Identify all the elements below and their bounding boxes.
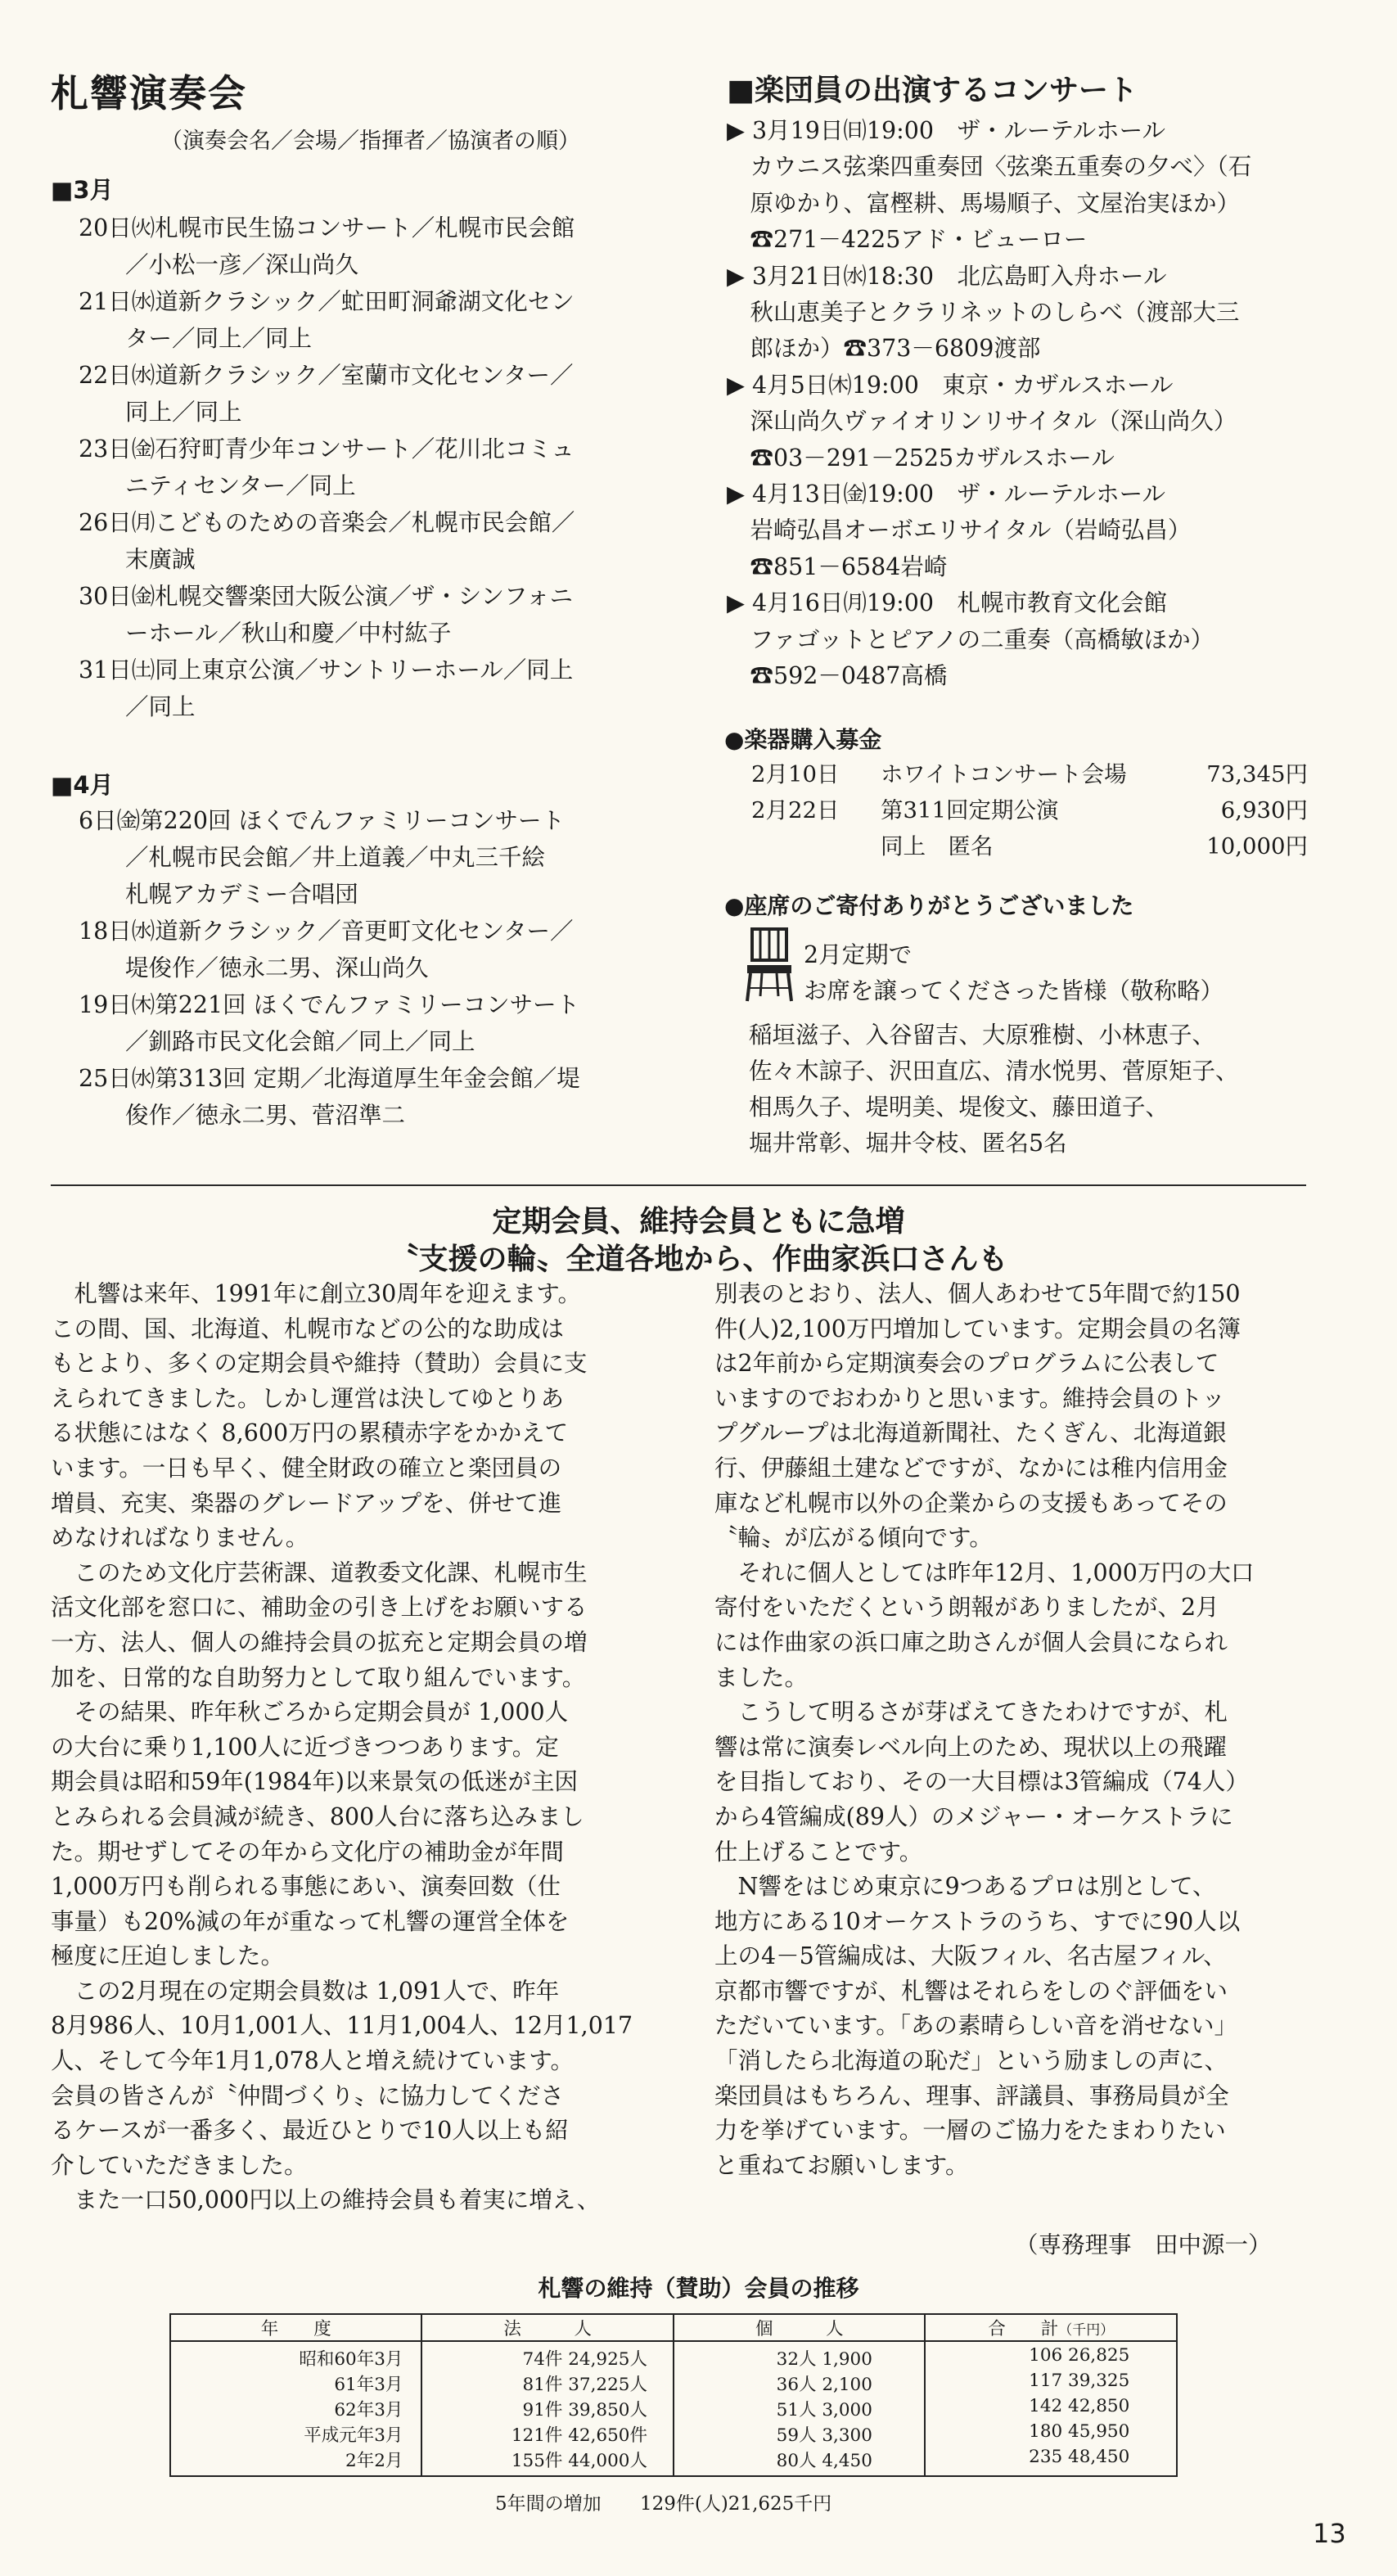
table-row	[170, 2421, 1177, 2447]
article-line: の大台に乗り1,100人に近づきつつあります。定	[51, 1733, 559, 1761]
article-line: を目指しており、その一大目標は3管編成（74人）	[714, 1768, 1249, 1796]
concert-line: ▶ 3月21日㈬18:30 北広島町入舟ホール	[727, 262, 1167, 290]
concert-line: ▶ 4月5日㈭19:00 東京・カザルスホール	[727, 371, 1174, 399]
total-amount: 26,825	[1068, 2345, 1130, 2366]
total-count: 235	[1029, 2447, 1063, 2467]
cell-corporate	[421, 2371, 674, 2396]
march-heading: ■3月	[51, 176, 114, 204]
page-subtitle: （演奏会名／会場／指揮者／協演者の順）	[160, 129, 580, 154]
corp-count: 121件	[511, 2425, 563, 2446]
section-divider	[51, 1184, 1306, 1186]
concert-line: ファゴットとピアノの二重奏（高橋敏ほか）	[727, 625, 1214, 653]
header-individual: 個 人	[674, 2314, 926, 2341]
concert-line: カウニス弦楽四重奏団〈弦楽五重奏の夕べ〉（石	[727, 153, 1252, 181]
article-line: 加を、日常的な自助努力として取り組んでいます。	[51, 1663, 586, 1691]
article-line: いますのでおわかりと思います。維持会員のトッ	[714, 1384, 1225, 1412]
article-line: こうして明るさが芽ばえてきたわけですが、札	[714, 1699, 1228, 1726]
article-line: は2年前から定期演奏会のプログラムに公表して	[714, 1350, 1219, 1378]
schedule-line: 俊作／徳永二男、菅沼準二	[79, 1102, 406, 1129]
page-number: 13	[1313, 2518, 1346, 2549]
article-line: 別表のとおり、法人、個人あわせて5年間で約150	[714, 1280, 1241, 1307]
article-line: と重ねてお願いします。	[714, 2151, 969, 2179]
header-total	[925, 2314, 1177, 2341]
donor-line: 堀井常彰、堀井令枝、匿名5名	[749, 1130, 1067, 1157]
april-schedule	[79, 802, 580, 1134]
article-line: えられてきました。しかし運営は決してゆとりあ	[51, 1384, 565, 1412]
article-signature: （専務理事 田中源一）	[1015, 2231, 1272, 2258]
total-amount: 39,325	[1068, 2371, 1130, 2391]
article-line: 仕上げることです。	[714, 1838, 923, 1865]
schedule-line: 25日㈬第313回 定期／北海道厚生年金会館／堤	[79, 1065, 580, 1092]
ind-amount: 1,900	[822, 2349, 872, 2370]
cell-corporate	[421, 2447, 674, 2476]
table-row	[170, 2341, 1177, 2371]
article-line: 会員の皆さんが〝仲間づくり〟に協力してくださ	[51, 2082, 565, 2109]
header-year: 年 度	[170, 2314, 421, 2341]
schedule-line: 26日㈪こどものための音楽会／札幌市民会館／	[79, 509, 575, 536]
corp-count: 91件	[522, 2400, 563, 2420]
ind-amount: 3,300	[822, 2425, 872, 2446]
ind-count: 80人	[776, 2451, 817, 2471]
total-amount: 45,950	[1068, 2421, 1130, 2442]
table-title: 札響の維持（賛助）会員の推移	[538, 2275, 859, 2302]
table-row	[170, 2371, 1177, 2396]
schedule-line: ター／同上／同上	[79, 325, 313, 352]
article-line: た。期せずしてその年から文化庁の補助金が年間	[51, 1838, 565, 1865]
article-line: 響は常に演奏レベル向上のため、現状以上の飛躍	[714, 1733, 1227, 1761]
corp-amount: 24,925人	[568, 2349, 647, 2370]
concert-line: ☎592－0487高橋	[727, 662, 948, 690]
total-value: 129件(人)21,625千円	[639, 2493, 832, 2515]
article-line: 件(人)2,100万円増加しています。定期会員の名簿	[714, 1315, 1242, 1342]
donor-names	[749, 1017, 1239, 1162]
article-line: プグループは北海道新聞社、たくぎん、北海道銀	[714, 1419, 1227, 1447]
seat-donation-heading: ●座席のご寄付ありがとうございました	[724, 892, 1134, 919]
ind-count: 32人	[776, 2349, 817, 2370]
article-line: 上の4－5管編成は、大阪フィル、名古屋フィル、	[714, 1942, 1227, 1970]
article-line: 寄付をいただくという朗報がありましたが、2月	[714, 1594, 1219, 1622]
article-line: 札響は来年、1991年に創立30周年を迎えます。	[51, 1280, 582, 1307]
seat-donation-intro	[804, 937, 1224, 1009]
concert-line: ☎03－291－2525カザルスホール	[727, 444, 1115, 471]
fund-amount: 10,000円	[1206, 833, 1308, 859]
total-count: 106	[1029, 2345, 1063, 2366]
cell-individual	[674, 2341, 926, 2371]
article-title: 定期会員、維持会員ともに急増	[492, 1205, 905, 1238]
article-line: もとより、多くの定期会員や維持（賛助）会員に支	[51, 1350, 588, 1378]
schedule-line: 堤俊作／徳永二男、深山尚久	[79, 954, 429, 981]
article-line: この2月現在の定期会員数は 1,091人で、昨年	[51, 1977, 560, 2005]
article-right-column	[714, 1277, 1254, 2183]
fund-row	[751, 792, 1308, 828]
table-row	[170, 2396, 1177, 2421]
article-line: 行、伊藤組土建などですが、なかには稚内信用金	[714, 1454, 1228, 1482]
concert-line: 秋山恵美子とクラリネットのしらべ（渡部大三	[727, 299, 1240, 327]
schedule-line: 6日㈮第220回 ほくでんファミリーコンサート	[79, 807, 566, 834]
header-corporate: 法 人	[421, 2314, 674, 2341]
header-total-label: 合 計	[988, 2319, 1059, 2339]
schedule-line: 20日㈫札幌市民生協コンサート／札幌市民会館	[79, 214, 575, 241]
cell-total	[925, 2396, 1177, 2421]
article-line: 活文化部を窓口に、補助金の引き上げをお願いする	[51, 1594, 588, 1622]
fund-event: ホワイトコンサート会場	[881, 761, 1127, 787]
schedule-line: 31日㈯同上東京公演／サントリーホール／同上	[79, 656, 574, 683]
fund-row	[751, 756, 1308, 792]
article-line: 事量）も20%減の年が重なって札響の運営全体を	[51, 1907, 570, 1935]
cell-individual	[674, 2396, 926, 2421]
march-schedule	[79, 210, 575, 725]
schedule-line: ／同上	[79, 693, 196, 720]
schedule-line: 18日㈬道新クラシック／音更町文化センター／	[79, 918, 574, 945]
schedule-line: ／札幌市民会館／井上道義／中丸三千絵	[79, 844, 546, 871]
fund-event: 第311回定期公演	[881, 797, 1059, 823]
total-amount: 42,850	[1068, 2396, 1130, 2416]
article-line: それに個人としては昨年12月、1,000万円の大口	[714, 1559, 1255, 1586]
concert-line: ☎271－4225アド・ビューロー	[727, 226, 1088, 254]
article-line: 力を挙げています。一層のご協力をたまわりたい	[714, 2117, 1226, 2145]
article-line: ました。	[714, 1663, 809, 1691]
fund-date: 2月22日	[751, 797, 840, 823]
cell-corporate	[421, 2341, 674, 2371]
total-label: 5年間の増加	[495, 2493, 602, 2515]
article-line: 一方、法人、個人の維持会員の拡充と定期会員の増	[51, 1628, 588, 1656]
concert-line: 深山尚久ヴァイオリンリサイタル（深山尚久）	[727, 408, 1237, 435]
cell-total	[925, 2447, 1177, 2476]
schedule-line: ーホール／秋山和慶／中村紘子	[79, 620, 452, 647]
corp-amount: 39,850人	[568, 2400, 647, 2420]
article-line: から4管編成(89人）のメジャー・オーケストラに	[714, 1802, 1233, 1830]
cell-individual	[674, 2421, 926, 2447]
article-line: 楽団員はもちろん、理事、評議員、事務局員が全	[714, 2082, 1229, 2109]
article-line: 増員、充実、楽器のグレードアップを、併せて進	[51, 1489, 562, 1517]
corp-amount: 37,225人	[568, 2375, 647, 2395]
fund-amount: 73,345円	[1206, 761, 1308, 787]
table-row	[170, 2447, 1177, 2476]
article-line: その結果、昨年秋ごろから定期会員が 1,000人	[51, 1699, 569, 1726]
membership-table	[169, 2313, 1178, 2477]
donor-line: 佐々木諒子、沢田直広、清水悦男、菅原矩子、	[749, 1058, 1239, 1085]
fund-event: 同上 匿名	[881, 833, 994, 859]
table-header-row	[170, 2314, 1177, 2341]
article-line: います。一日も早く、健全財政の確立と楽団員の	[51, 1454, 562, 1482]
article-line: 1,000万円も削られる事態にあい、演奏回数（仕	[51, 1873, 561, 1901]
cell-year: 昭和60年3月	[170, 2341, 421, 2371]
cell-corporate	[421, 2421, 674, 2447]
fund-amount: 6,930円	[1220, 797, 1308, 823]
schedule-line: 21日㈬道新クラシック／虻田町洞爺湖文化セン	[79, 288, 575, 315]
cell-corporate	[421, 2396, 674, 2421]
concert-line: 原ゆかり、富樫耕、馬場順子、文屋治実ほか）	[727, 189, 1241, 217]
cell-total	[925, 2341, 1177, 2371]
cell-individual	[674, 2447, 926, 2476]
total-count: 117	[1029, 2371, 1063, 2391]
table-total	[495, 2488, 831, 2515]
concert-line: 岩崎弘昌オーボエリサイタル（岩崎弘昌）	[727, 517, 1192, 544]
cell-year: 平成元年3月	[170, 2421, 421, 2447]
article-line: る状態にはなく 8,600万円の累積赤字をかかえて	[51, 1419, 569, 1447]
article-line: 期会員は昭和59年(1984年)以来景気の低迷が主因	[51, 1768, 579, 1796]
intro-line: 2月定期で	[804, 941, 913, 968]
concert-line: ▶ 3月19日㈰19:00 ザ・ルーテルホール	[727, 117, 1166, 144]
ind-count: 36人	[776, 2375, 817, 2395]
page-title: 札響演奏会	[51, 71, 247, 115]
chair-icon	[741, 923, 798, 1004]
intro-line: お席を譲ってくださった皆様（敬称略）	[804, 977, 1224, 1004]
corp-amount: 42,650件	[568, 2425, 647, 2446]
concert-line: ▶ 4月13日㈮19:00 ザ・ルーテルホール	[727, 480, 1166, 508]
article-line: とみられる会員減が続き、800人台に落ち込みまし	[51, 1802, 584, 1830]
article-line: 人、そして今年1月1,078人と増え続けています。	[51, 2047, 574, 2075]
member-concerts-list	[727, 113, 1251, 695]
ind-amount: 3,000	[822, 2400, 872, 2420]
schedule-line: 末廣誠	[79, 546, 196, 573]
cell-total	[925, 2371, 1177, 2396]
article-line: また一口50,000円以上の維持会員も着実に増え、	[51, 2186, 601, 2214]
schedule-line: 同上／同上	[79, 399, 242, 426]
concert-line: ▶ 4月16日㈪19:00 札幌市教育文化会館	[727, 589, 1168, 617]
article-line: 庫など札幌市以外の企業からの支援もあってその	[714, 1489, 1228, 1517]
schedule-line: 19日㈭第221回 ほくでんファミリーコンサート	[79, 991, 580, 1018]
article-line: 京都市響ですが、札響はそれらをしのぐ評価をい	[714, 1977, 1228, 2005]
corp-count: 81件	[522, 2375, 563, 2395]
total-amount: 48,450	[1068, 2447, 1130, 2467]
concert-line: ☎851－6584岩崎	[727, 553, 948, 580]
article-line: には作曲家の浜口庫之助さんが個人会員になられ	[714, 1628, 1228, 1656]
cell-year: 2年2月	[170, 2447, 421, 2476]
cell-total	[925, 2421, 1177, 2447]
article-line: 〝輪〟が広がる傾向です。	[714, 1524, 993, 1552]
ind-amount: 2,100	[822, 2375, 872, 2395]
article-left-column	[51, 1277, 633, 2218]
article-subtitle: 〝支援の輪〟全道各地から、作曲家浜口さんも	[389, 1243, 1008, 1276]
schedule-line: ／釧路市民文化会館／同上／同上	[79, 1028, 475, 1055]
article-line: 介していただきました。	[51, 2151, 308, 2179]
article-line: 地方にある10オーケストラのうち、すでに90人以	[714, 1907, 1241, 1935]
article-line: るケースが一番多く、最近ひとりで10人以上も紹	[51, 2117, 569, 2145]
fund-date: 2月10日	[751, 761, 840, 787]
corp-count: 74件	[522, 2349, 563, 2370]
ind-amount: 4,450	[822, 2451, 872, 2471]
cell-year: 62年3月	[170, 2396, 421, 2421]
total-count: 180	[1029, 2421, 1063, 2442]
donor-line: 稲垣滋子、入谷留吉、大原雅樹、小林恵子、	[749, 1022, 1216, 1049]
ind-count: 59人	[776, 2425, 817, 2446]
schedule-line: 22日㈬道新クラシック／室蘭市文化センター／	[79, 362, 574, 389]
concert-line: 郎ほか）☎373－6809渡部	[727, 335, 1041, 363]
fund-row	[751, 828, 1308, 864]
corp-amount: 44,000人	[568, 2451, 647, 2471]
member-concerts-heading: ■楽団員の出演するコンサート	[727, 74, 1138, 107]
article-line: このため文化庁芸術課、道教委文化課、札幌市生	[51, 1559, 588, 1586]
donor-line: 相馬久子、堤明美、堤俊文、藤田道子、	[749, 1094, 1169, 1121]
instrument-fund-table	[751, 756, 1308, 864]
total-count: 142	[1029, 2396, 1063, 2416]
article-line: めなければなりません。	[51, 1524, 309, 1552]
april-heading: ■4月	[51, 771, 114, 799]
schedule-line: ニティセンター／同上	[79, 472, 356, 499]
schedule-line: 札幌アカデミー合唱団	[79, 881, 358, 908]
header-unit: （千円）	[1058, 2322, 1115, 2339]
corp-count: 155件	[511, 2451, 563, 2471]
article-line: N響をはじめ東京に9つあるプロは別として、	[714, 1873, 1216, 1901]
article-line: 「消したら北海道の恥だ」という励ましの声に、	[714, 2047, 1228, 2075]
article-line: ただいています。「あの素晴らしい音を消せない」	[714, 2012, 1237, 2040]
article-line: この間、国、北海道、札幌市などの公的な助成は	[51, 1315, 565, 1342]
article-line: 極度に圧迫しました。	[51, 1942, 285, 1970]
ind-count: 51人	[776, 2400, 817, 2420]
cell-year: 61年3月	[170, 2371, 421, 2396]
cell-individual	[674, 2371, 926, 2396]
schedule-line: 30日㈮札幌交響楽団大阪公演／ザ・シンフォニ	[79, 583, 574, 610]
instrument-fund-heading: ●楽器購入募金	[724, 726, 882, 753]
article-line: 8月986人、10月1,001人、11月1,004人、12月1,017	[51, 2012, 633, 2040]
schedule-line: 23日㈮石狩町青少年コンサート／花川北コミュ	[79, 435, 575, 462]
schedule-line: ／小松一彦／深山尚久	[79, 251, 359, 278]
